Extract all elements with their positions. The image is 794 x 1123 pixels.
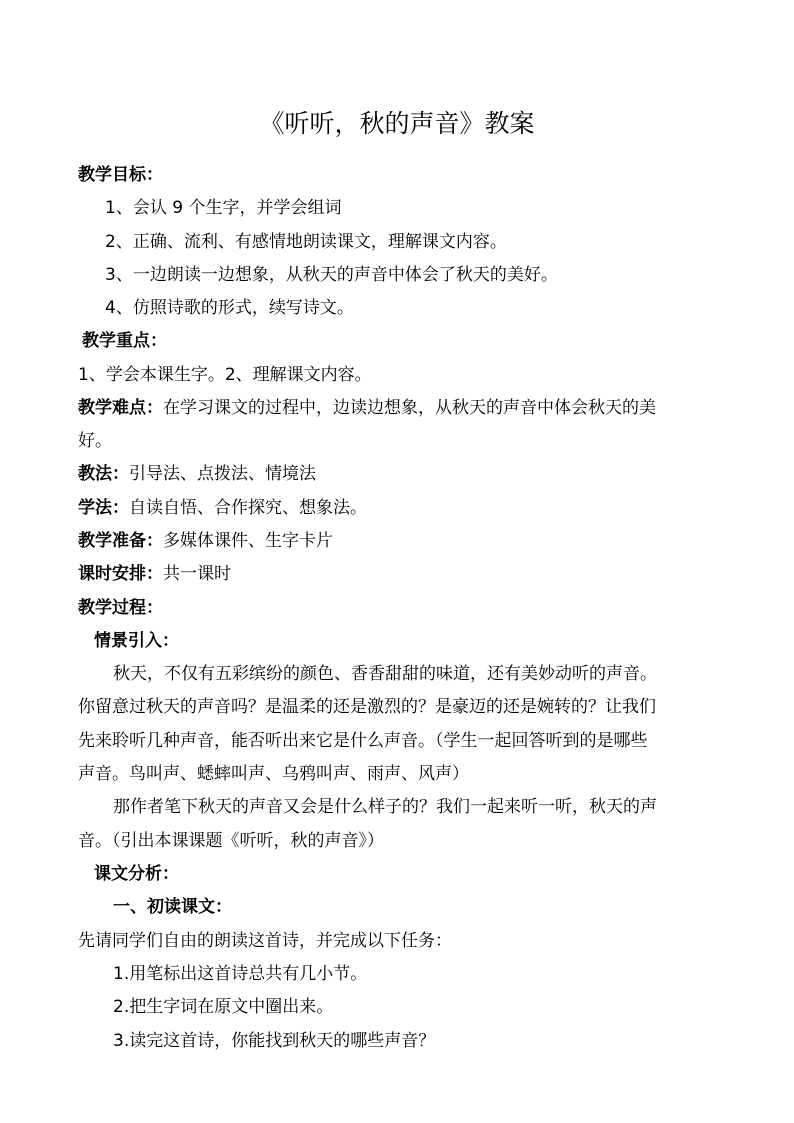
objectives-heading: 教学目标： bbox=[78, 165, 163, 185]
first-read-task-2: 2.把生字词在原文中圈出来。 bbox=[113, 997, 334, 1017]
key-points-heading: 教学重点： bbox=[82, 331, 167, 351]
intro-paragraph-1-line-4: 声音。鸟叫声、蟋蟀叫声、乌鸦叫声、雨声、风声） bbox=[78, 764, 469, 784]
schedule-line bbox=[78, 561, 231, 587]
intro-paragraph-1-line-2: 你留意过秋天的声音吗？是温柔的还是激烈的？是豪迈的还是婉转的？让我们 bbox=[78, 697, 656, 717]
analysis-heading: 课文分析： bbox=[94, 864, 179, 884]
key-points-text: 1、学会本课生字。2、理解课文内容。 bbox=[78, 365, 372, 385]
difficulties-line bbox=[78, 395, 656, 421]
objective-item-4: 4、仿照诗歌的形式，续写诗文。 bbox=[105, 298, 354, 318]
schedule-text: 共一课时 bbox=[163, 564, 231, 584]
intro-heading: 情景引入： bbox=[94, 631, 179, 651]
objective-item-3: 3、一边朗读一边想象，从秋天的声音中体会了秋天的美好。 bbox=[105, 265, 558, 285]
learning-method-label: 学法： bbox=[78, 498, 129, 518]
intro-paragraph-1-line-3: 先来聆听几种声音，能否听出来它是什么声音。（学生一起回答听到的是哪些 bbox=[78, 731, 648, 751]
objective-item-2: 2、正确、流利、有感情地朗读课文，理解课文内容。 bbox=[105, 232, 507, 252]
intro-paragraph-2-line-2: 音。（引出本课课题《听听，秋的声音》） bbox=[78, 831, 384, 851]
preparation-label: 教学准备： bbox=[78, 531, 163, 551]
difficulties-text-cont: 好。 bbox=[78, 431, 112, 451]
preparation-line bbox=[78, 528, 333, 554]
difficulties-label: 教学难点： bbox=[78, 398, 163, 418]
document-title: 《听听，秋的声音》教案 bbox=[259, 109, 535, 138]
teaching-method-line bbox=[78, 461, 316, 487]
preparation-text: 多媒体课件、生字卡片 bbox=[163, 531, 333, 551]
difficulties-text: 在学习课文的过程中，边读边想象，从秋天的声音中体会秋天的美 bbox=[163, 398, 656, 418]
learning-method-line bbox=[78, 495, 367, 521]
process-heading: 教学过程： bbox=[78, 598, 163, 618]
first-read-heading: 一、初读课文： bbox=[113, 897, 232, 917]
first-read-task-3: 3.读完这首诗，你能找到秋天的哪些声音？ bbox=[113, 1031, 436, 1051]
first-read-instruction: 先请同学们自由的朗读这首诗，并完成以下任务： bbox=[78, 931, 452, 951]
objective-item-1: 1、会认 9 个生字，并学会组词 bbox=[105, 198, 342, 218]
schedule-label: 课时安排： bbox=[78, 564, 163, 584]
teaching-method-label: 教法： bbox=[78, 464, 129, 484]
first-read-task-1: 1.用笔标出这首诗总共有几小节。 bbox=[113, 964, 368, 984]
intro-paragraph-2-line-1: 那作者笔下秋天的声音又会是什么样子的？我们一起来听一听，秋天的声 bbox=[113, 797, 657, 817]
learning-method-text: 自读自悟、合作探究、想象法。 bbox=[129, 498, 367, 518]
teaching-method-text: 引导法、点拨法、情境法 bbox=[129, 464, 316, 484]
intro-paragraph-1-line-1: 秋天，不仅有五彩缤纷的颜色、香香甜甜的味道，还有美妙动听的声音。 bbox=[113, 664, 657, 684]
